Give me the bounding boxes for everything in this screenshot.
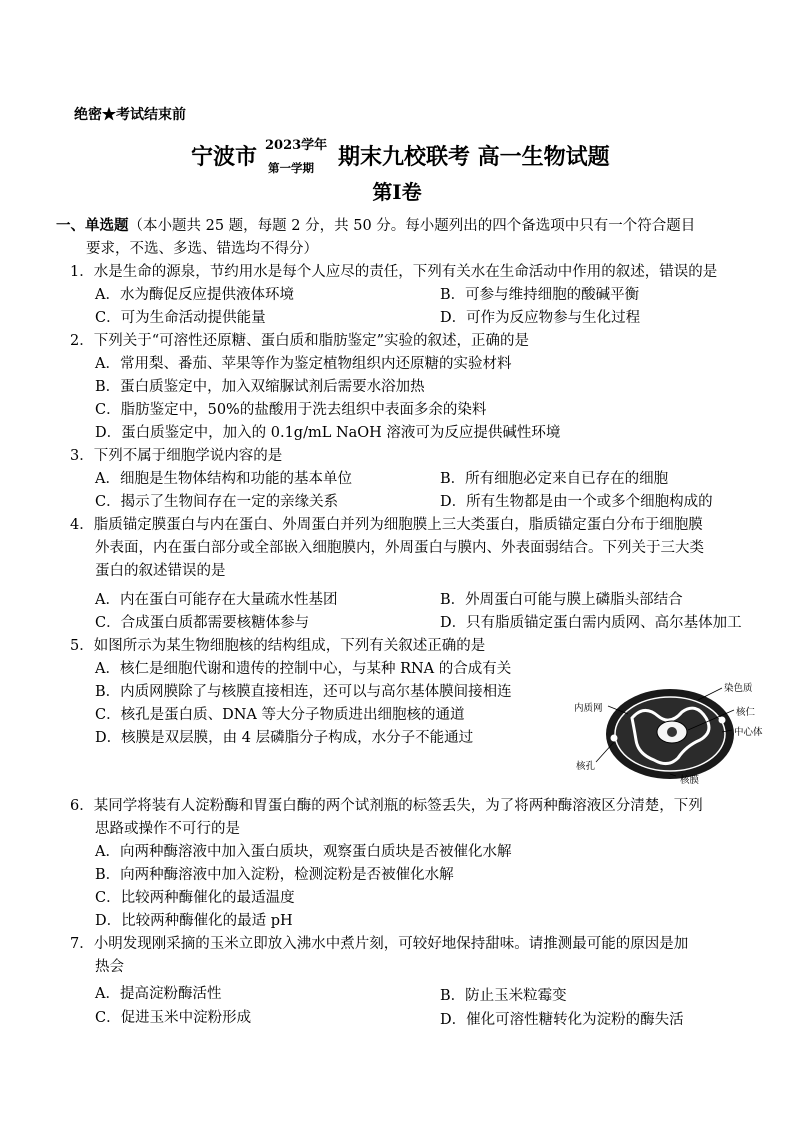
secret-mark: 绝密★考试结束前 — [74, 107, 186, 123]
q1-option-b: B．可参与维持细胞的酸碱平衡 — [440, 287, 640, 303]
q6-option-a: A．向两种酶溶液中加入蛋白质块，观察蛋白质块是否被催化水解 — [95, 844, 512, 860]
section-instructions — [56, 216, 695, 236]
q4-option-b: B．外周蛋白可能与膜上磷脂头部结合 — [440, 592, 683, 608]
q2-option-a: A．常用梨、番茄、苹果等作为鉴定植物组织内还原糖的实验材料 — [95, 356, 512, 372]
question-7-stem-line-2: 热会 — [95, 959, 124, 975]
q2-option-b: B．蛋白质鉴定中，加入双缩脲试剂后需要水浴加热 — [95, 379, 425, 395]
question-6-stem-line-2: 思路或操作不可行的是 — [95, 821, 240, 837]
q7-option-c: C．促进玉米中淀粉形成 — [95, 1010, 252, 1026]
question-3-stem: 3．下列不属于细胞学说内容的是 — [70, 448, 283, 464]
q3-option-c: C．揭示了生物间存在一定的亲缘关系 — [95, 494, 339, 510]
nuclear-pore-1 — [611, 735, 618, 742]
page-title: 期末九校联考 高一生物试题 — [338, 144, 610, 170]
question-4-stem-line-3: 蛋白的叙述错误的是 — [95, 563, 226, 579]
question-5-stem: 5．如图所示为某生物细胞核的结构组成，下列有关叙述正确的是 — [70, 638, 486, 654]
title-city: 宁波市 — [191, 144, 258, 170]
q4-option-a: A．内在蛋白可能存在大量疏水性基团 — [95, 592, 338, 608]
q3-option-d: D．所有生物都是由一个或多个细胞构成的 — [440, 494, 713, 510]
q3-option-b: B．所有细胞必定来自已存在的细胞 — [440, 471, 669, 487]
instructions-line-1: （本小题共 25 题，每题 2 分，共 50 分。每小题列出的四个备选项中只有一个符合题目 — [128, 218, 696, 234]
label-nuclear-membrane: 核膜 — [680, 775, 700, 786]
q6-option-c: C．比较两种酶催化的最适温度 — [95, 890, 295, 906]
q4-option-d: D．只有脂质锚定蛋白需内质网、高尔基体加工 — [440, 615, 742, 631]
q1-option-c: C．可为生命活动提供能量 — [95, 310, 266, 326]
volume-heading: 第Ⅰ卷 — [372, 180, 422, 204]
instructions-line-2: 要求，不选、多选、错选均不得分） — [86, 241, 318, 257]
q6-option-b: B．向两种酶溶液中加入淀粉，检测淀粉是否被催化水解 — [95, 867, 454, 883]
q1-option-a: A．水为酶促反应提供液体环境 — [95, 287, 294, 303]
nucleolus-core — [667, 727, 677, 737]
section-heading: 一、单选题 — [56, 217, 129, 234]
label-er: 内质网 — [574, 703, 603, 714]
q2-option-d: D．蛋白质鉴定中，加入的 0.1g/mL NaOH 溶液可为反应提供碱性环境 — [95, 425, 561, 441]
q1-option-d: D．可作为反应物参与生化过程 — [440, 310, 641, 326]
q3-option-a: A．细胞是生物体结构和功能的基本单位 — [95, 471, 352, 487]
q7-option-b: B．防止玉米粒霉变 — [440, 988, 567, 1004]
nuclear-pore-2 — [719, 717, 726, 724]
label-chromatin: 染色质 — [724, 683, 753, 694]
q5-option-a: A．核仁是细胞代谢和遗传的控制中心，与某种 RNA 的合成有关 — [95, 661, 512, 677]
label-nuclear-pore: 核孔 — [576, 761, 596, 772]
label-nucleolus: 核仁 — [736, 707, 756, 718]
q7-option-a: A．提高淀粉酶活性 — [95, 986, 222, 1002]
q5-option-c: C．核孔是蛋白质、DNA 等大分子物质进出细胞核的通道 — [95, 707, 465, 723]
q2-option-c: C．脂肪鉴定中，50%的盐酸用于洗去组织中表面多余的染料 — [95, 402, 487, 418]
q7-option-d: D．催化可溶性糖转化为淀粉的酶失活 — [440, 1012, 684, 1028]
question-4-stem-line-2: 外表面，内在蛋白部分或全部嵌入细胞膜内，外周蛋白与膜内、外表面弱结合。下列关于三大类 — [95, 540, 704, 556]
title-year: 2023学年 — [265, 138, 328, 153]
label-centrosome: 中心体 — [734, 727, 763, 738]
title-semester: 第一学期 — [268, 161, 314, 175]
question-4-stem-line-1: 4．脂质锚定膜蛋白与内在蛋白、外周蛋白并列为细胞膜上三大类蛋白，脂质锚定蛋白分布于细胞膜 — [70, 517, 703, 533]
question-7-stem-line-1: 7．小明发现刚采摘的玉米立即放入沸水中煮片刻，可较好地保持甜味。请推测最可能的原因是加 — [70, 936, 689, 952]
question-1-stem: 1．水是生命的源泉，节约用水是每个人应尽的责任，下列有关水在生命活动中作用的叙述，错误的是 — [70, 264, 718, 280]
q5-option-b: B．内质网膜除了与核膜直接相连，还可以与高尔基体膜间接相连 — [95, 684, 512, 700]
q6-option-d: D．比较两种酶催化的最适 pH — [95, 913, 293, 929]
q5-option-d: D．核膜是双层膜，由 4 层磷脂分子构成，水分子不能通过 — [95, 730, 474, 746]
q4-option-c: C．合成蛋白质都需要核糖体参与 — [95, 615, 310, 631]
nucleus-figure — [572, 678, 772, 788]
question-6-stem-line-1: 6．某同学将装有人淀粉酶和胃蛋白酶的两个试剂瓶的标签丢失，为了将两种酶溶液区分清楚，下列 — [70, 798, 703, 814]
question-2-stem: 2．下列关于“可溶性还原糖、蛋白质和脂肪鉴定”实验的叙述，正确的是 — [70, 333, 530, 349]
